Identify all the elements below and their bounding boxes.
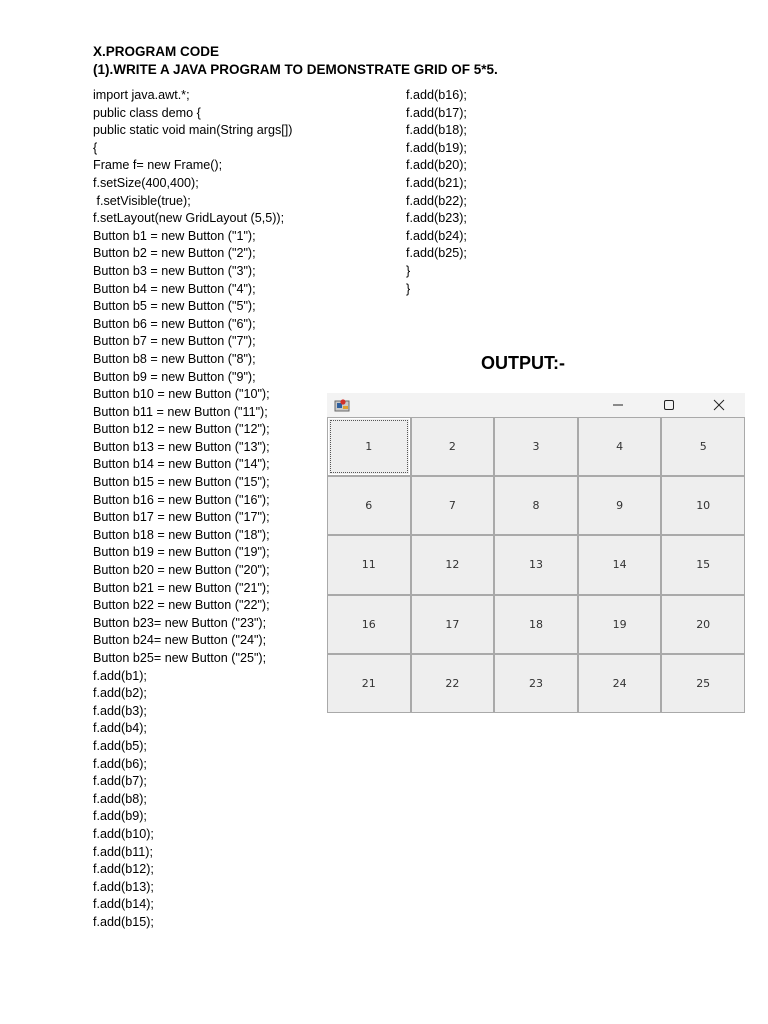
grid-button-label: 17: [445, 617, 460, 631]
code-line: Button b20 = new Button ("20");: [93, 563, 270, 578]
code-line: Button b7 = new Button ("7");: [93, 334, 256, 349]
grid-button-label: 4: [616, 440, 624, 454]
code-line: Button b9 = new Button ("9");: [93, 369, 256, 384]
code-line: import java.awt.*;: [93, 88, 190, 102]
close-icon[interactable]: [699, 393, 739, 417]
code-line: f.add(b11);: [93, 844, 153, 859]
code-line: public class demo {: [93, 105, 201, 120]
grid-button-8[interactable]: [494, 476, 578, 535]
code-line: Button b5 = new Button ("5");: [93, 299, 256, 314]
code-line: f.add(b12);: [93, 862, 154, 877]
code-line: f.add(b18);: [406, 123, 467, 138]
code-line: Frame f= new Frame();: [93, 158, 223, 173]
code-line: f.add(b9);: [93, 809, 147, 824]
awt-frame-window: [327, 393, 745, 713]
code-line: }: [406, 281, 411, 296]
code-line: f.add(b10);: [93, 826, 154, 841]
code-line: Button b15 = new Button ("15");: [93, 475, 270, 490]
code-line: f.setLayout(new GridLayout (5,5));: [93, 211, 285, 226]
code-line: Button b3 = new Button ("3");: [93, 263, 256, 278]
grid-button-7[interactable]: [411, 476, 495, 535]
code-line: }: [406, 263, 411, 278]
code-line: Button b13 = new Button ("13");: [93, 439, 270, 454]
grid-button-label: 12: [445, 558, 460, 572]
grid-button-label: 23: [528, 676, 543, 690]
code-line: Button b23= new Button ("23");: [93, 615, 267, 630]
maximize-icon[interactable]: [649, 393, 689, 417]
java-app-icon: [334, 398, 350, 412]
code-line: f.add(b2);: [93, 686, 147, 701]
code-line: f.setVisible(true);: [93, 193, 191, 208]
code-line: Button b6 = new Button ("6");: [93, 316, 256, 331]
code-line: f.add(b5);: [93, 738, 147, 753]
code-line: Button b14 = new Button ("14");: [93, 457, 270, 472]
code-listing-right: [406, 87, 467, 298]
grid-button-11[interactable]: [327, 535, 411, 594]
code-line: f.add(b19);: [406, 140, 467, 155]
code-line: f.add(b13);: [93, 879, 154, 894]
section-title: X.PROGRAM CODE: [93, 44, 220, 59]
grid-button-label: 13: [528, 558, 543, 572]
code-line: {: [93, 140, 98, 155]
grid-button-label: 10: [696, 499, 711, 513]
window-titlebar[interactable]: [327, 393, 745, 417]
grid-button-19[interactable]: [578, 595, 662, 654]
grid-button-10[interactable]: [661, 476, 745, 535]
question-title: (1).WRITE A JAVA PROGRAM TO DEMONSTRATE GRID OF 5*5.: [93, 62, 498, 77]
code-line: Button b18 = new Button ("18");: [93, 527, 270, 542]
grid-button-21[interactable]: [327, 654, 411, 713]
code-line: Button b19 = new Button ("19");: [93, 545, 270, 560]
code-line: f.add(b20);: [406, 158, 467, 173]
grid-button-14[interactable]: [578, 535, 662, 594]
button-grid: [327, 417, 745, 713]
grid-button-label: 6: [365, 499, 373, 513]
code-line: Button b22 = new Button ("22");: [93, 598, 270, 613]
grid-button-label: 1: [365, 440, 373, 454]
code-line: f.add(b8);: [93, 791, 147, 806]
grid-button-label: 22: [445, 676, 460, 690]
code-listing-left: [93, 87, 292, 932]
grid-button-label: 19: [612, 617, 627, 631]
code-line: f.add(b25);: [406, 246, 467, 261]
minimize-icon[interactable]: [598, 393, 638, 417]
grid-button-label: 18: [528, 617, 543, 631]
code-line: f.add(b21);: [406, 175, 467, 190]
code-line: public static void main(String args[]): [93, 123, 293, 138]
code-line: Button b10 = new Button ("10");: [93, 387, 270, 402]
grid-button-label: 11: [361, 558, 376, 572]
code-line: f.add(b7);: [93, 774, 147, 789]
code-line: f.add(b4);: [93, 721, 147, 736]
grid-button-15[interactable]: [661, 535, 745, 594]
grid-button-label: 16: [361, 617, 376, 631]
grid-button-4[interactable]: [578, 417, 662, 476]
grid-button-3[interactable]: [494, 417, 578, 476]
code-line: f.add(b16);: [406, 88, 467, 102]
grid-button-label: 24: [612, 676, 627, 690]
code-line: Button b4 = new Button ("4");: [93, 281, 256, 296]
code-line: f.add(b3);: [93, 703, 147, 718]
grid-button-label: 14: [612, 558, 627, 572]
grid-button-9[interactable]: [578, 476, 662, 535]
grid-button-25[interactable]: [661, 654, 745, 713]
code-line: f.add(b22);: [406, 193, 467, 208]
grid-button-20[interactable]: [661, 595, 745, 654]
code-line: f.add(b23);: [406, 211, 467, 226]
grid-button-16[interactable]: [327, 595, 411, 654]
code-line: f.add(b24);: [406, 228, 467, 243]
code-line: Button b12 = new Button ("12");: [93, 422, 270, 437]
grid-button-23[interactable]: [494, 654, 578, 713]
code-line: Button b16 = new Button ("16");: [93, 492, 270, 507]
grid-button-6[interactable]: [327, 476, 411, 535]
code-line: f.add(b14);: [93, 897, 154, 912]
code-line: f.add(b15);: [93, 914, 154, 929]
code-line: Button b24= new Button ("24");: [93, 633, 267, 648]
code-line: f.add(b1);: [93, 668, 147, 683]
grid-button-22[interactable]: [411, 654, 495, 713]
focus-indicator: [330, 420, 408, 473]
grid-button-label: 5: [699, 440, 707, 454]
code-line: f.add(b6);: [93, 756, 147, 771]
grid-button-1[interactable]: [327, 417, 411, 476]
code-line: Button b11 = new Button ("11");: [93, 404, 268, 419]
grid-button-label: 20: [696, 617, 711, 631]
grid-button-13[interactable]: [494, 535, 578, 594]
grid-button-label: 21: [361, 676, 376, 690]
code-line: Button b8 = new Button ("8");: [93, 351, 256, 366]
grid-button-2[interactable]: [411, 417, 495, 476]
grid-button-label: 25: [696, 676, 711, 690]
output-heading: OUTPUT:-: [481, 353, 565, 373]
code-line: f.setSize(400,400);: [93, 175, 199, 190]
grid-button-18[interactable]: [494, 595, 578, 654]
grid-button-label: 8: [532, 499, 540, 513]
code-line: Button b25= new Button ("25");: [93, 651, 267, 665]
code-line: f.add(b17);: [406, 105, 467, 120]
grid-button-17[interactable]: [411, 595, 495, 654]
code-line: Button b17 = new Button ("17");: [93, 510, 270, 525]
code-line: Button b21 = new Button ("21");: [93, 580, 270, 595]
grid-button-5[interactable]: [661, 417, 745, 476]
grid-button-label: 3: [532, 440, 540, 454]
code-line: Button b1 = new Button ("1");: [93, 228, 256, 243]
grid-button-label: 15: [696, 558, 711, 572]
grid-button-24[interactable]: [578, 654, 662, 713]
grid-button-12[interactable]: [411, 535, 495, 594]
grid-button-label: 7: [448, 499, 456, 513]
grid-button-label: 2: [448, 440, 456, 454]
code-line: Button b2 = new Button ("2");: [93, 246, 256, 261]
grid-button-label: 9: [616, 499, 624, 513]
